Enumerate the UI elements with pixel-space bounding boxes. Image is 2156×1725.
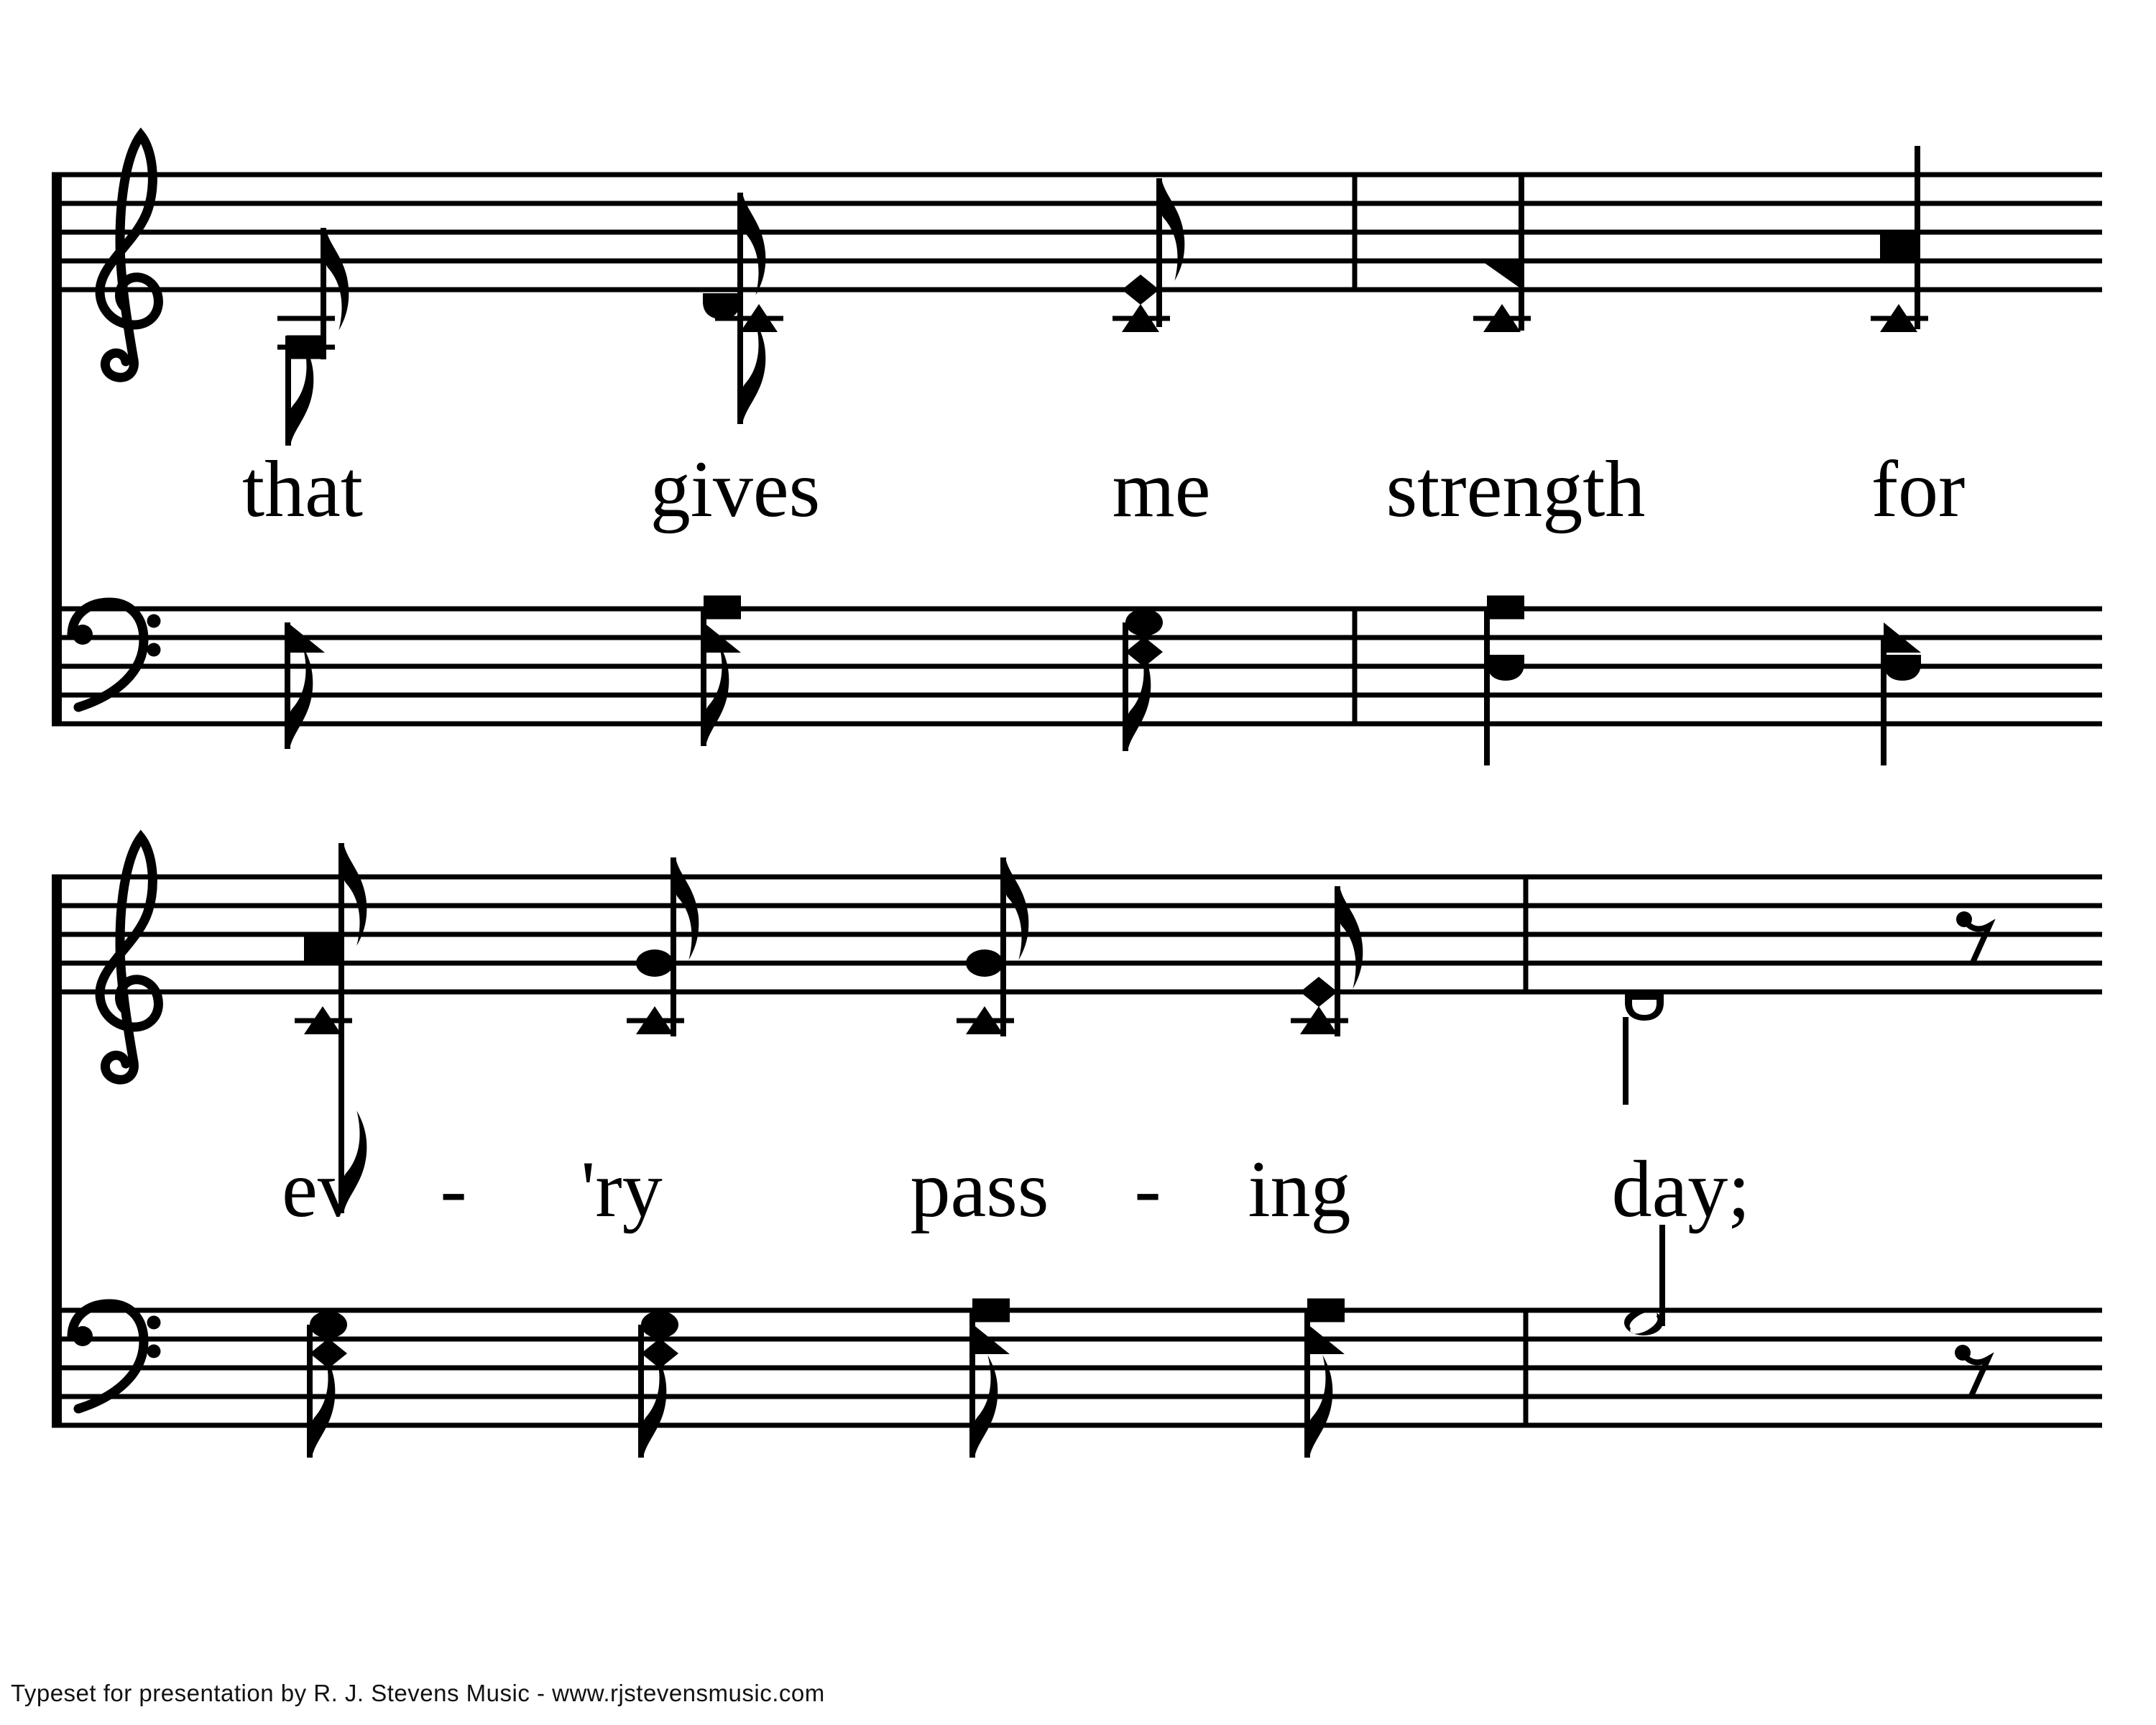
notehead-la — [304, 937, 341, 961]
system-barline — [52, 172, 62, 727]
notehead-la — [1307, 1299, 1345, 1322]
lyric-syllable: for — [1871, 445, 1966, 534]
notehead-la — [1487, 596, 1524, 620]
notehead-sol — [310, 1311, 347, 1338]
lyric-syllable: strength — [1386, 445, 1646, 534]
bass-clef-part — [147, 615, 161, 628]
lyric-syllable: that — [242, 445, 363, 534]
notehead-shape — [310, 1311, 347, 1338]
notehead-sol — [641, 1311, 678, 1338]
notehead-shape — [972, 1299, 1010, 1322]
notehead-la — [704, 596, 741, 620]
notehead-sol — [636, 949, 673, 977]
bass-clef-part — [147, 643, 161, 657]
notehead-shape — [1880, 235, 1917, 259]
notehead-shape — [1487, 596, 1524, 620]
notehead-la — [1880, 235, 1917, 259]
lyric-syllable: ing — [1248, 1145, 1351, 1234]
notehead-sol — [1125, 609, 1163, 636]
notehead-shape — [636, 949, 673, 977]
notehead-shape — [704, 596, 741, 620]
lyric-syllable: ev — [282, 1145, 358, 1234]
lyric-hyphen: - — [440, 1145, 467, 1234]
notehead-la — [972, 1299, 1010, 1322]
lyric-syllable: pass — [910, 1145, 1049, 1234]
system-barline — [52, 875, 62, 1428]
lyric-syllable: 'ry — [581, 1145, 663, 1234]
notehead-shape — [1125, 609, 1163, 636]
notehead-shape — [1307, 1299, 1345, 1322]
lyric-syllable: me — [1112, 445, 1211, 534]
bass-clef-part — [147, 1345, 161, 1358]
bass-clef-part — [147, 1316, 161, 1330]
lyric-syllable: gives — [650, 445, 821, 534]
notehead-la — [287, 336, 324, 359]
notehead-shape — [304, 937, 341, 961]
lyric-hyphen: - — [1134, 1145, 1161, 1234]
lyric-syllable: day; — [1611, 1145, 1751, 1234]
footer-credit: Typeset for presentation by R. J. Stevens Music - www.rjstevensmusic.com — [11, 1680, 825, 1706]
notehead-shape — [966, 949, 1003, 977]
notehead-shape — [287, 336, 324, 359]
notehead-shape — [641, 1311, 678, 1338]
notehead-sol — [966, 949, 1003, 977]
